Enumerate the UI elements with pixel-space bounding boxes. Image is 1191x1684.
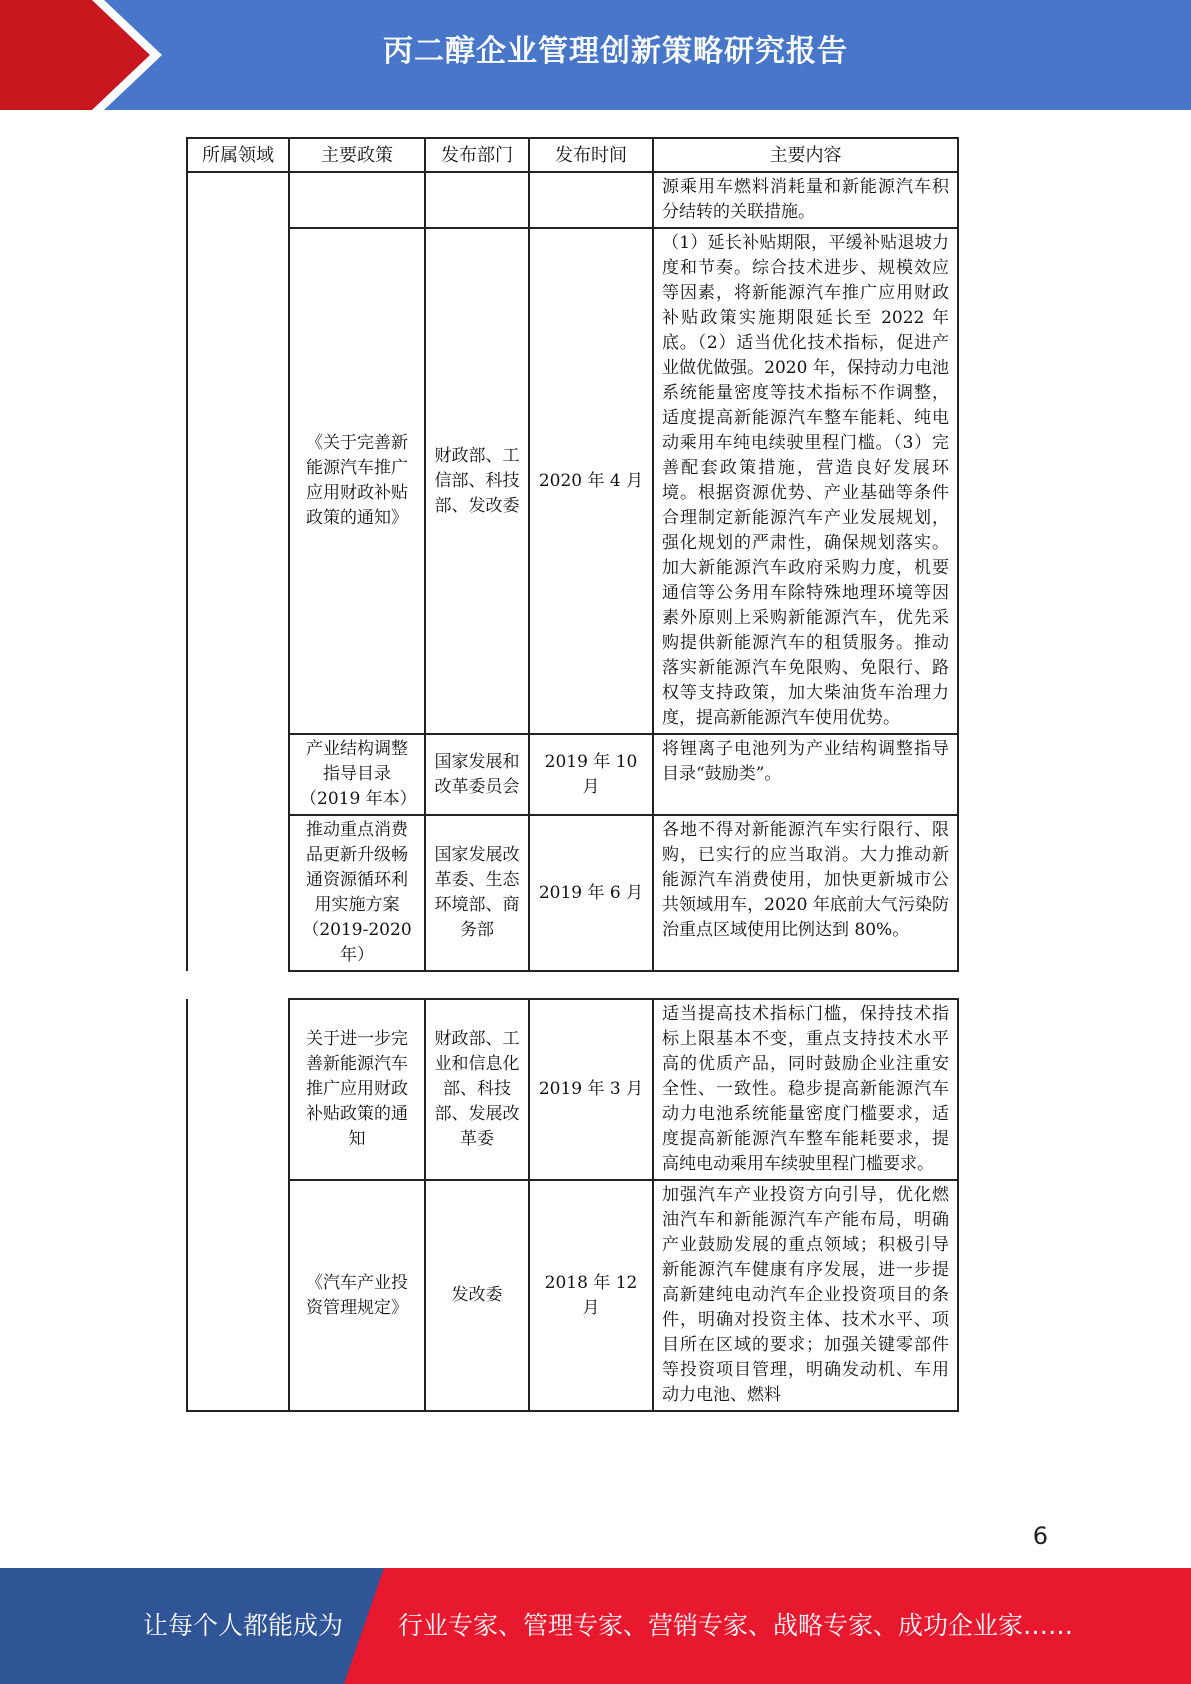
- report-title: 丙二醇企业管理创新策略研究报告: [383, 34, 848, 69]
- dept-cell: [425, 172, 529, 228]
- dept-cell: 发改委: [425, 1180, 529, 1411]
- policy-cell: [289, 172, 425, 228]
- policy-table-part-1: [186, 137, 959, 972]
- column-header-field: 所属领域: [187, 138, 289, 172]
- table-row: [187, 228, 958, 734]
- column-header-policy: 主要政策: [289, 138, 425, 172]
- field-cell: [187, 172, 289, 971]
- content-cell: （1）延长补贴期限，平缓补贴退坡力度和节奏。综合技术进步、规模效应等因素，将新能源汽车推广应用财政补贴政策实施期限延长至 2022 年底。（2）适当优化技术指标，促进产业做优做强。2020 年，保持动力电池系统能量密度等技术指标不作调整，适度提高新能源汽车整车能耗、纯电动乘用车纯电续驶里程门槛。（3）完善配套政策措施，营造良好发展环境。根据资源优势、产业基础等条件合理制定新能源汽车产业发展规划，强化规划的严肃性，确保规划落实。加大新能源汽车政府采购力度，机要通信等公务用车除特殊地理环境等因素外原则上采购新能源汽车，优先采购提供新能源汽车的租赁服务。推动落实新能源汽车免限购、免限行、路权等支持政策，加大柴油货车治理力度，提高新能源汽车使用优势。: [653, 228, 958, 734]
- content-cell: 加强汽车产业投资方向引导，优化燃油汽车和新能源汽车产能布局，明确产业鼓励发展的重点领域；积极引导新能源汽车健康有序发展，进一步提高新建纯电动汽车企业投资项目的条件，明确对投资主体、技术水平、项目所在区域的要求；加强关键零部件等投资项目管理，明确发动机、车用动力电池、燃料: [653, 1180, 958, 1411]
- date-cell: [529, 172, 653, 228]
- page-footer: [0, 1568, 1191, 1684]
- policy-cell: 推动重点消费品更新升级畅通资源循环利用实施方案（2019-2020年）: [289, 815, 425, 971]
- policy-cell: 关于进一步完善新能源汽车推广应用财政补贴政策的通知: [289, 999, 425, 1180]
- page-header: [0, 0, 1191, 110]
- table-row: [187, 172, 958, 228]
- date-cell: 2019 年 10 月: [529, 734, 653, 815]
- table-row: [187, 999, 958, 1180]
- footer-slogan-right: 行业专家、管理专家、营销专家、战略专家、成功企业家……: [398, 1611, 1074, 1640]
- dept-cell: 国家发展和改革委员会: [425, 734, 529, 815]
- dept-cell: 财政部、工信部、科技部、发改委: [425, 228, 529, 734]
- column-header-date: 发布时间: [529, 138, 653, 172]
- date-cell: 2020 年 4 月: [529, 228, 653, 734]
- policy-table-part-2: [186, 998, 959, 1412]
- field-cell: [187, 999, 289, 1411]
- column-header-dept: 发布部门: [425, 138, 529, 172]
- table-row: [187, 1180, 958, 1411]
- policy-cell: 《关于完善新能源汽车推广应用财政补贴政策的通知》: [289, 228, 425, 734]
- content-cell: 源乘用车燃料消耗量和新能源汽车积分结转的关联措施。: [653, 172, 958, 228]
- table-header-row: [187, 138, 958, 172]
- date-cell: 2019 年 6 月: [529, 815, 653, 971]
- table-row: [187, 734, 958, 815]
- date-cell: 2018 年 12 月: [529, 1180, 653, 1411]
- policy-cell: 产业结构调整指导目录（2019 年本）: [289, 734, 425, 815]
- column-header-content: 主要内容: [653, 138, 958, 172]
- policy-cell: 《汽车产业投资管理规定》: [289, 1180, 425, 1411]
- content-cell: 将锂离子电池列为产业结构调整指导目录“鼓励类”。: [653, 734, 958, 815]
- content-cell: 适当提高技术指标门槛，保持技术指标上限基本不变，重点支持技术水平高的优质产品，同时鼓励企业注重安全性、一致性。稳步提高新能源汽车动力电池系统能量密度门槛要求，适度提高新能源汽车整车能耗要求，提高纯电动乘用车续驶里程门槛要求。: [653, 999, 958, 1180]
- footer-slogan-left: 让每个人都能成为: [143, 1611, 344, 1640]
- content-cell: 各地不得对新能源汽车实行限行、限购，已实行的应当取消。大力推动新能源汽车消费使用，加快更新城市公共领域用车，2020 年底前大气污染防治重点区域使用比例达到 80%。: [653, 815, 958, 971]
- page-number: 6: [1032, 1522, 1048, 1550]
- table-row: [187, 815, 958, 971]
- dept-cell: 国家发展改革委、生态环境部、商务部: [425, 815, 529, 971]
- dept-cell: 财政部、工业和信息化部、科技部、发展改革委: [425, 999, 529, 1180]
- date-cell: 2019 年 3 月: [529, 999, 653, 1180]
